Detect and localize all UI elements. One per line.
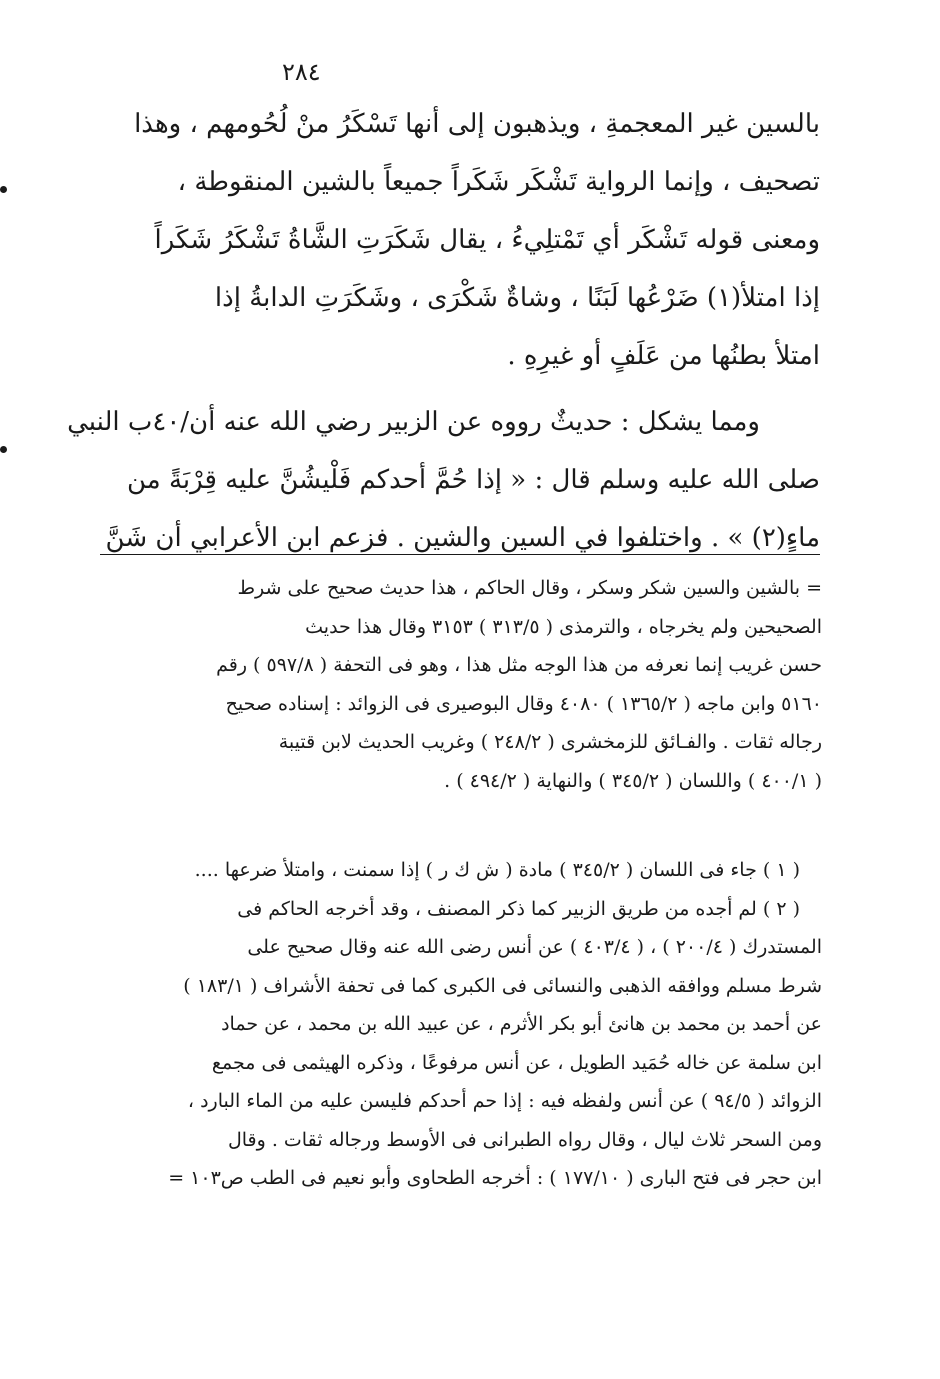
- main-line: ومعنى قوله تَشْكَر أي تَمْتلِيءُ ، يقال شَكَرَتِ الشَّاةُ تَشْكَرُ شَكَراً: [154, 225, 820, 255]
- note-line: ابن سلمة عن خاله حُمَيد الطويل ، عن أنس مرفوعًا ، وذكره الهيثمى فى مجمع: [211, 1051, 822, 1074]
- main-line: بالسين غير المعجمةِ ، ويذهبون إلى أنها تَسْكَرُ منْ لُحُومهم ، وهذا: [134, 109, 820, 139]
- note-line: شرط مسلم ووافقه الذهبى والنسائى فى الكبرى كما فى تحفة الأشراف ( ١٨٣/١ ): [183, 974, 822, 997]
- note-line: ومن السحر ثلاث ليال ، وقال رواه الطبرانى فى الأوسط ورجاله ثقات . وقال: [227, 1128, 822, 1151]
- continued-footnote: [96, 570, 822, 801]
- note-line: حسن غريب إنما نعرفه من هذا الوجه مثل هذا ، وهو فى التحفة ( ٥٩٧/٨ ) رقم: [216, 654, 822, 676]
- note-line: ٥١٦٠ وابن ماجه ( ١٣٦٥/٢ ) ٤٠٨٠ وقال البوصيرى فى الزوائد : إسناده صحيح: [225, 692, 822, 715]
- note-line: الصحيحين ولم يخرجاه ، والترمذى ( ٣١٣/٥ ) ٣١٥٣ وقال هذا حديث: [305, 615, 822, 638]
- page-number: ٢٨٤: [282, 58, 321, 86]
- note-line: المستدرك ( ٢٠٠/٤ ) ، ( ٤٠٣/٤ ) عن أنس رضى الله عنه وقال صحيح على: [247, 936, 822, 958]
- main-line: ماءٍ(٢) » . واختلفوا في السين والشين . فزعم ابن الأعرابي أن شَنَّ: [105, 523, 820, 553]
- note-line: = بالشين والسين شكر وسكر ، وقال الحاكم ، هذا حديث صحيح على شرط: [237, 577, 822, 599]
- note-line: عن أحمد بن محمد بن هانئ أبو بكر الأثرم ، عن عبيد الله بن محمد ، عن حماد: [221, 1013, 822, 1035]
- main-line: إذا امتلأ(١) ضَرْعُها لَبَنًا ، وشاةٌ شَكْرَى ، وشَكَرَتِ الدابةُ إذا: [214, 283, 820, 313]
- margin-dot: [0, 446, 7, 453]
- note-line: الزوائد ( ٩٤/٥ ) عن أنس ولفظه فيه : إذا حم أحدكم فليسن عليه من الماء البارد ،: [187, 1090, 822, 1112]
- main-text: [67, 98, 820, 570]
- main-line: تصحيف ، وإنما الرواية تَشْكَر شَكَراً جميعاً بالشين المنقوطة ،: [177, 167, 820, 197]
- footnote-1: ( ١ ) جاء فى اللسان ( ٣٤٥/٢ ) مادة ( ش ك ر ) إذا سمنت ، وامتلأ ضرعها ....: [194, 859, 800, 881]
- main-line: صلى الله عليه وسلم قال : « إذا حُمَّ أحدكم فَلْيشُنَّ عليه قِرْبَةً من: [126, 465, 820, 495]
- footnotes: [96, 852, 822, 1199]
- note-line: ابن حجر فى فتح البارى ( ١٧٧/١٠ ) : أخرجه الطحاوى وأبو نعيم فى الطب ص١٠٣ =: [168, 1167, 822, 1189]
- main-line: ومما يشكل : حديثٌ رووه عن الزبير رضي الله عنه أن/٤٠ب النبي: [67, 407, 760, 437]
- footnote-separator: [100, 554, 820, 555]
- footnote-2: ( ٢ ) لم أجده من طريق الزبير كما ذكر المصنف ، وقد أخرجه الحاكم فى: [237, 897, 800, 920]
- margin-dot: [0, 186, 7, 193]
- note-line: ( ٤٠٠/١ ) واللسان ( ٣٤٥/٢ ) والنهاية ( ٤٩٤/٢ ) .: [444, 769, 822, 792]
- note-line: رجاله ثقات . والفـائق للزمخشرى ( ٢٤٨/٢ ) وغريب الحديث لابن قتيبة: [278, 731, 822, 753]
- main-line: امتلأ بطنُها من عَلَفٍ أو غيرِهِ .: [507, 341, 820, 371]
